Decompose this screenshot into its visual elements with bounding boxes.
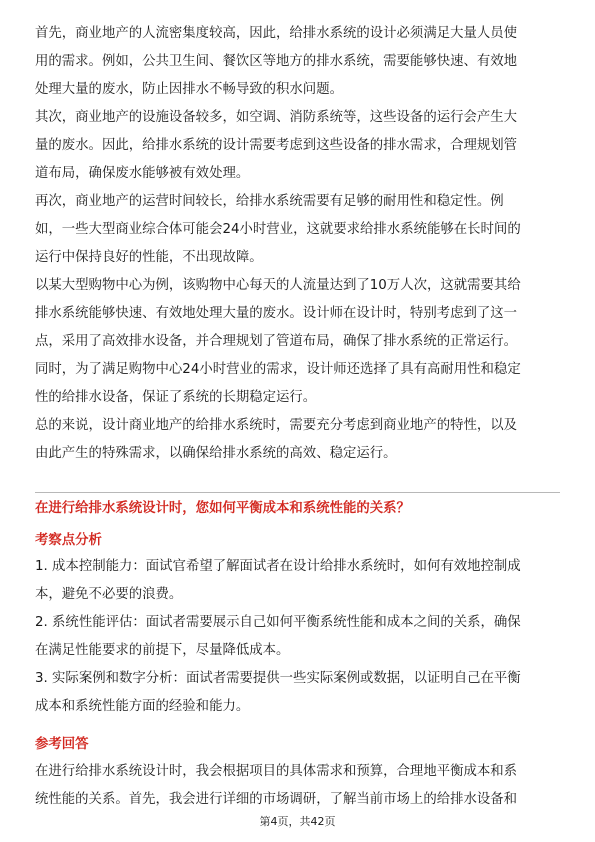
answer-section xyxy=(35,758,560,814)
paragraph: 其次，商业地产的设施设备较多，如空调、消防系统等，这些设备的运行会产生大 量的废水。因此，给排水系统的设计需要考虑到这些设备的排水需求，合理规划管 道布局，确保废水能够被有效处理。 xyxy=(35,110,518,181)
paragraph: 以某大型购物中心为例，该购物中心每天的人流量达到了10万人次，这就需要其给 排水系统能够快速、有效地处理大量的废水。设计师在设计时，特别考虑到了这一 点，采用了高效排水设备，并合理规划了管道布局，确保了排水系统的正常运行。 同时，为了满足购物中心24小时营业的需求，设计师还选择了具有高耐用性和稳定 性的给排水设备，保证了系统的长期稳定运行。 xyxy=(35,278,521,405)
analysis-heading: 考察点分析 xyxy=(35,533,102,548)
paragraph: 再次，商业地产的运营时间较长，给排水系统需要有足够的耐用性和稳定性。例 如，一些大型商业综合体可能会24小时营业，这就要求给排水系统能够在长时间的 运行中保持良好的性能，不出现故障。 xyxy=(35,194,521,265)
list-item: 1. 成本控制能力：面试官希望了解面试者在设计给排水系统时，如何有效地控制成 本，避免不必要的浪费。 xyxy=(35,559,521,602)
answer-heading: 参考回答 xyxy=(35,737,89,752)
answer-text: 在进行给排水系统设计时，我会根据项目的具体需求和预算，合理地平衡成本和系 统性能的关系。首先，我会进行详细的市场调研，了解当前市场上的给排水设备和 xyxy=(35,764,518,807)
analysis-list xyxy=(35,553,560,721)
section-divider xyxy=(35,492,560,493)
list-item: 2. 系统性能评估：面试者需要展示自己如何平衡系统性能和成本之间的关系，确保 在满足性能要求的前提下，尽量降低成本。 xyxy=(35,615,521,658)
list-item: 3. 实际案例和数字分析：面试者需要提供一些实际案例或数据，以证明自己在平衡 成本和系统性能方面的经验和能力。 xyxy=(35,671,521,714)
paragraph: 总的来说，设计商业地产的给排水系统时，需要充分考虑到商业地产的特性，以及 由此产生的特殊需求，以确保给排水系统的高效、稳定运行。 xyxy=(35,418,518,461)
page-number: 第4页，共42页 xyxy=(259,815,336,828)
intro-section xyxy=(35,20,560,468)
question-heading: 在进行给排水系统设计时，您如何平衡成本和系统性能的关系？ xyxy=(35,501,410,516)
paragraph: 首先，商业地产的人流密集度较高，因此，给排水系统的设计必须满足大量人员使 用的需求。例如，公共卫生间、餐饮区等地方的排水系统，需要能够快速、有效地 处理大量的废水，防止因排水不畅导致的积水问题。 xyxy=(35,26,518,97)
